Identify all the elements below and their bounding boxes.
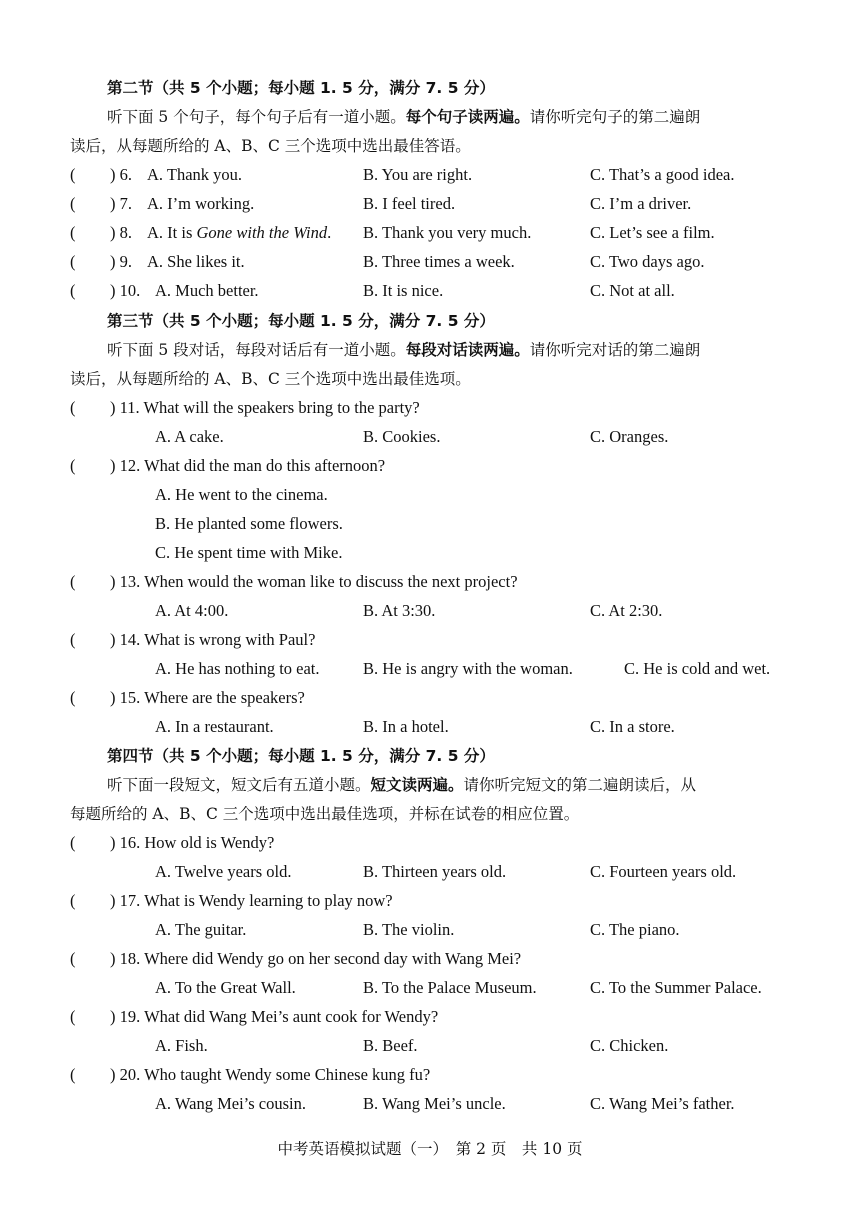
question-12-option-c <box>0 543 860 565</box>
option-b: B. In a hotel. <box>363 717 449 736</box>
question-text: ) 15. Where are the speakers? <box>110 688 305 707</box>
question-9 <box>0 252 860 274</box>
question-18-stem <box>0 949 860 971</box>
option-b: B. Beef. <box>363 1036 418 1055</box>
question-number: ) 7. <box>110 194 132 213</box>
option-c: C. Chicken. <box>590 1036 669 1055</box>
question-16-stem <box>0 833 860 855</box>
instr-text: 请你听完短文的第二遍朗读后，从 <box>463 776 697 794</box>
instr-text: 听下面 5 段对话，每段对话后有一道小题。 <box>107 341 406 359</box>
answer-bracket[interactable]: ( <box>70 252 76 271</box>
option-c: C. Oranges. <box>590 427 669 446</box>
question-11-stem <box>0 398 860 420</box>
option-c: C. I’m a driver. <box>590 194 692 213</box>
option-a: A. Wang Mei’s cousin. <box>155 1094 306 1113</box>
question-text: ) 20. Who taught Wendy some Chinese kung fu? <box>110 1065 431 1084</box>
answer-bracket[interactable]: ( <box>70 1065 76 1084</box>
option-c: C. Not at all. <box>590 281 675 300</box>
answer-bracket[interactable]: ( <box>70 688 76 707</box>
option-b: B. Thank you very much. <box>363 223 532 242</box>
instr-emphasis: 短文读两遍。 <box>370 775 464 794</box>
option-a: A. The guitar. <box>155 920 247 939</box>
option-b: B. At 3:30. <box>363 601 436 620</box>
question-text: ) 18. Where did Wendy go on her second day with Wang Mei? <box>110 949 522 968</box>
option-b: B. I feel tired. <box>363 194 456 213</box>
question-text: ) 17. What is Wendy learning to play now? <box>110 891 393 910</box>
option-c: C. Let’s see a film. <box>590 223 715 242</box>
question-15-stem <box>0 688 860 710</box>
option-a: A. Twelve years old. <box>155 862 292 881</box>
question-17-stem <box>0 891 860 913</box>
question-16-options <box>0 862 860 884</box>
option-c: C. At 2:30. <box>590 601 663 620</box>
option-a <box>147 223 331 243</box>
option-a: A. She likes it. <box>147 252 245 271</box>
option-c: C. Wang Mei’s father. <box>590 1094 735 1113</box>
page-footer: 中考英语模拟试题（一） 第 2 页 共 10 页 <box>277 1140 583 1158</box>
option-a: A. I’m working. <box>147 194 255 213</box>
question-11-options <box>0 427 860 449</box>
option-c: C. The piano. <box>590 920 680 939</box>
section4-instructions-line2: 每题所给的 A、B、C 三个选项中选出最佳选项，并标在试卷的相应位置。 <box>70 805 580 823</box>
answer-bracket[interactable]: ( <box>70 281 76 300</box>
question-8 <box>0 223 860 245</box>
question-text: ) 13. When would the woman like to discuss the next project? <box>110 572 518 591</box>
question-number: ) 6. <box>110 165 132 184</box>
question-text: ) 14. What is wrong with Paul? <box>110 630 316 649</box>
section3-title: 第三节（共 5 个小题；每小题 1. 5 分，满分 7. 5 分） <box>107 312 495 330</box>
answer-bracket[interactable]: ( <box>70 223 76 242</box>
instr-text: 请你听完对话的第二遍朗 <box>529 341 701 359</box>
option-a-text: A. It is <box>147 223 197 242</box>
option-a: A. At 4:00. <box>155 601 229 620</box>
question-12-stem <box>0 456 860 478</box>
instr-text: 请你听完句子的第二遍朗 <box>529 108 701 126</box>
option-b: B. He planted some flowers. <box>155 514 343 533</box>
option-b: B. To the Palace Museum. <box>363 978 537 997</box>
option-a: A. To the Great Wall. <box>155 978 296 997</box>
answer-bracket[interactable]: ( <box>70 891 76 910</box>
question-10 <box>0 281 860 303</box>
option-a: A. A cake. <box>155 427 224 446</box>
answer-bracket[interactable]: ( <box>70 456 76 475</box>
option-b: B. The violin. <box>363 920 455 939</box>
option-a-period: . <box>327 223 332 242</box>
option-a: A. He has nothing to eat. <box>155 659 320 678</box>
instr-text: 听下面 5 个句子，每个句子后有一道小题。 <box>107 108 406 126</box>
section2-instructions-line1 <box>107 106 700 128</box>
option-c: C. That’s a good idea. <box>590 165 735 184</box>
answer-bracket[interactable]: ( <box>70 630 76 649</box>
option-a: A. In a restaurant. <box>155 717 274 736</box>
answer-bracket[interactable]: ( <box>70 194 76 213</box>
section2-title: 第二节（共 5 个小题；每小题 1. 5 分，满分 7. 5 分） <box>107 79 495 97</box>
question-text: ) 11. What will the speakers bring to the party? <box>110 398 420 417</box>
option-c: C. Two days ago. <box>590 252 705 271</box>
question-7 <box>0 194 860 216</box>
question-14-options <box>0 659 860 681</box>
option-b: B. Wang Mei’s uncle. <box>363 1094 506 1113</box>
option-a: A. He went to the cinema. <box>155 485 328 504</box>
answer-bracket[interactable]: ( <box>70 398 76 417</box>
option-c: C. Fourteen years old. <box>590 862 737 881</box>
option-b: B. He is angry with the woman. <box>363 659 573 678</box>
question-text: ) 19. What did Wang Mei’s aunt cook for Wendy? <box>110 1007 439 1026</box>
section2-instructions-line2: 读后，从每题所给的 A、B、C 三个选项中选出最佳答语。 <box>70 137 471 155</box>
question-20-options <box>0 1094 860 1116</box>
option-b: B. Thirteen years old. <box>363 862 507 881</box>
option-c: C. In a store. <box>590 717 675 736</box>
option-a: A. Much better. <box>155 281 259 300</box>
question-17-options <box>0 920 860 942</box>
option-b: B. Cookies. <box>363 427 441 446</box>
question-number: ) 9. <box>110 252 132 271</box>
section4-instructions-line1 <box>107 774 696 796</box>
question-15-options <box>0 717 860 739</box>
option-c: C. He spent time with Mike. <box>155 543 343 562</box>
option-b: B. Three times a week. <box>363 252 515 271</box>
option-c: C. To the Summer Palace. <box>590 978 762 997</box>
answer-bracket[interactable]: ( <box>70 833 76 852</box>
section3-instructions-line1 <box>107 339 700 361</box>
question-19-options <box>0 1036 860 1058</box>
question-19-stem <box>0 1007 860 1029</box>
instr-emphasis: 每段对话读两遍。 <box>405 340 530 359</box>
section4-title: 第四节（共 5 个小题；每小题 1. 5 分，满分 7. 5 分） <box>107 747 495 765</box>
question-number: ) 8. <box>110 223 132 242</box>
question-13-stem <box>0 572 860 594</box>
question-number: ) 10. <box>110 281 141 300</box>
answer-bracket[interactable]: ( <box>70 165 76 184</box>
option-c: C. He is cold and wet. <box>624 659 771 678</box>
question-6 <box>0 165 860 187</box>
option-a: A. Fish. <box>155 1036 208 1055</box>
question-13-options <box>0 601 860 623</box>
question-text: ) 16. How old is Wendy? <box>110 833 275 852</box>
option-a: A. Thank you. <box>147 165 243 184</box>
answer-bracket[interactable]: ( <box>70 1007 76 1026</box>
option-b: B. You are right. <box>363 165 473 184</box>
question-20-stem <box>0 1065 860 1087</box>
question-text: ) 12. What did the man do this afternoon? <box>110 456 386 475</box>
answer-bracket[interactable]: ( <box>70 572 76 591</box>
instr-emphasis: 每个句子读两遍。 <box>405 107 530 126</box>
instr-text: 听下面一段短文，短文后有五道小题。 <box>107 776 371 794</box>
question-18-options <box>0 978 860 1000</box>
answer-bracket[interactable]: ( <box>70 949 76 968</box>
question-12-option-a <box>0 485 860 507</box>
question-12-option-b <box>0 514 860 536</box>
section3-instructions-line2: 读后，从每题所给的 A、B、C 三个选项中选出最佳选项。 <box>70 370 471 388</box>
option-a-title: Gone with the Wind <box>196 223 328 242</box>
question-14-stem <box>0 630 860 652</box>
option-b: B. It is nice. <box>363 281 444 300</box>
